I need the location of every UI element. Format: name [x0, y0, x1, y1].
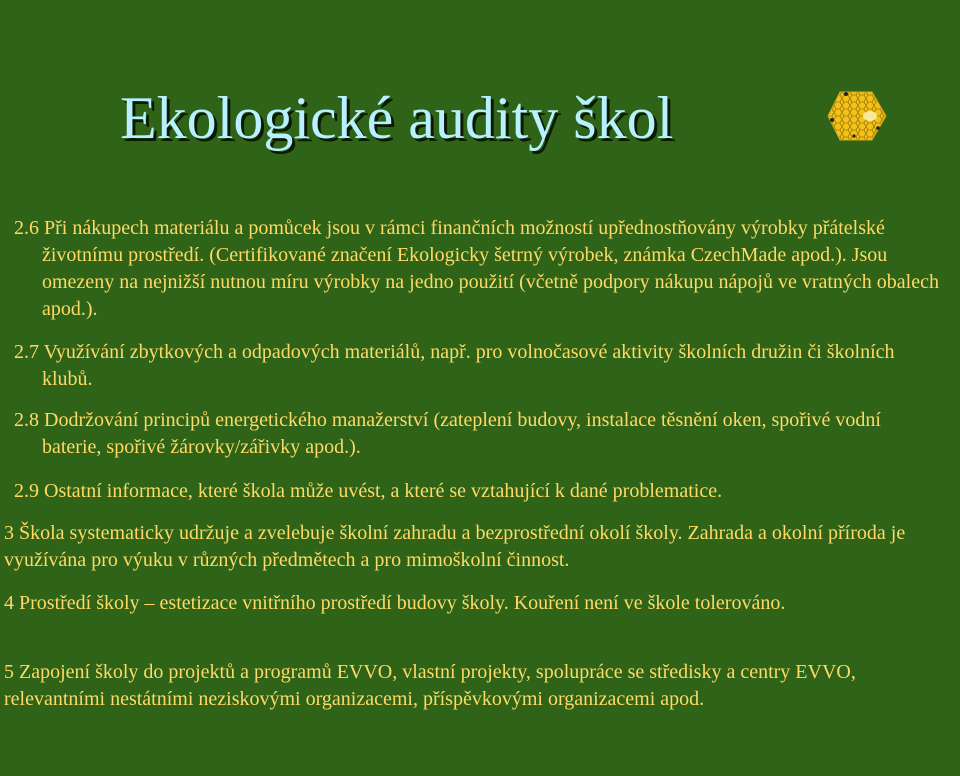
list-item-5: 5 Zapojení školy do projektů a programů EVVO, vlastní projekty, spolupráce se středisky a centry EVVO, relevantními nestátními neziskovými organizacemi, příspěvkovými organizacemi apod. [4, 661, 856, 710]
list-item-3: 3 Škola systematicky udržuje a zvelebuje školní zahradu a bezprostřední okolí školy. Zahrada a okolní příroda je využívána pro výuku v různých předmětech a pro mimoškolní činnost. [4, 522, 906, 571]
list-item-4: 4 Prostředí školy – estetizace vnitřního prostředí budovy školy. Kouření není ve škole tolerováno. [4, 592, 786, 614]
honeycomb-bee-logo-icon [826, 88, 888, 144]
slide-title: Ekologické audity škol [120, 85, 674, 151]
list-item-2-8: 2.8 Dodržování principů energetického manažerství (zateplení budovy, instalace těsnění oken, spořivé vodní baterie, spořivé žárovky/zářivky apod.). [14, 409, 881, 458]
list-item-2-6: 2.6 Při nákupech materiálu a pomůcek jsou v rámci finančních možností upřednostňovány výrobky přátelské životnímu prostředí. (Certifikované značení Ekologicky šetrný výrobek, známka CzechMade apod.). Jsou omezeny na nejnižší nutnou míru výrobky na jedno použití (včetně podpory nákupu nápojů ve vratných obalech apod.). [14, 217, 939, 320]
list-item-2-9: 2.9 Ostatní informace, které škola může uvést, a které se vztahující k dané problematice. [14, 480, 723, 502]
list-item-2-7: 2.7 Využívání zbytkových a odpadových materiálů, např. pro volnočasové aktivity školních družin či školních klubů. [14, 341, 895, 390]
